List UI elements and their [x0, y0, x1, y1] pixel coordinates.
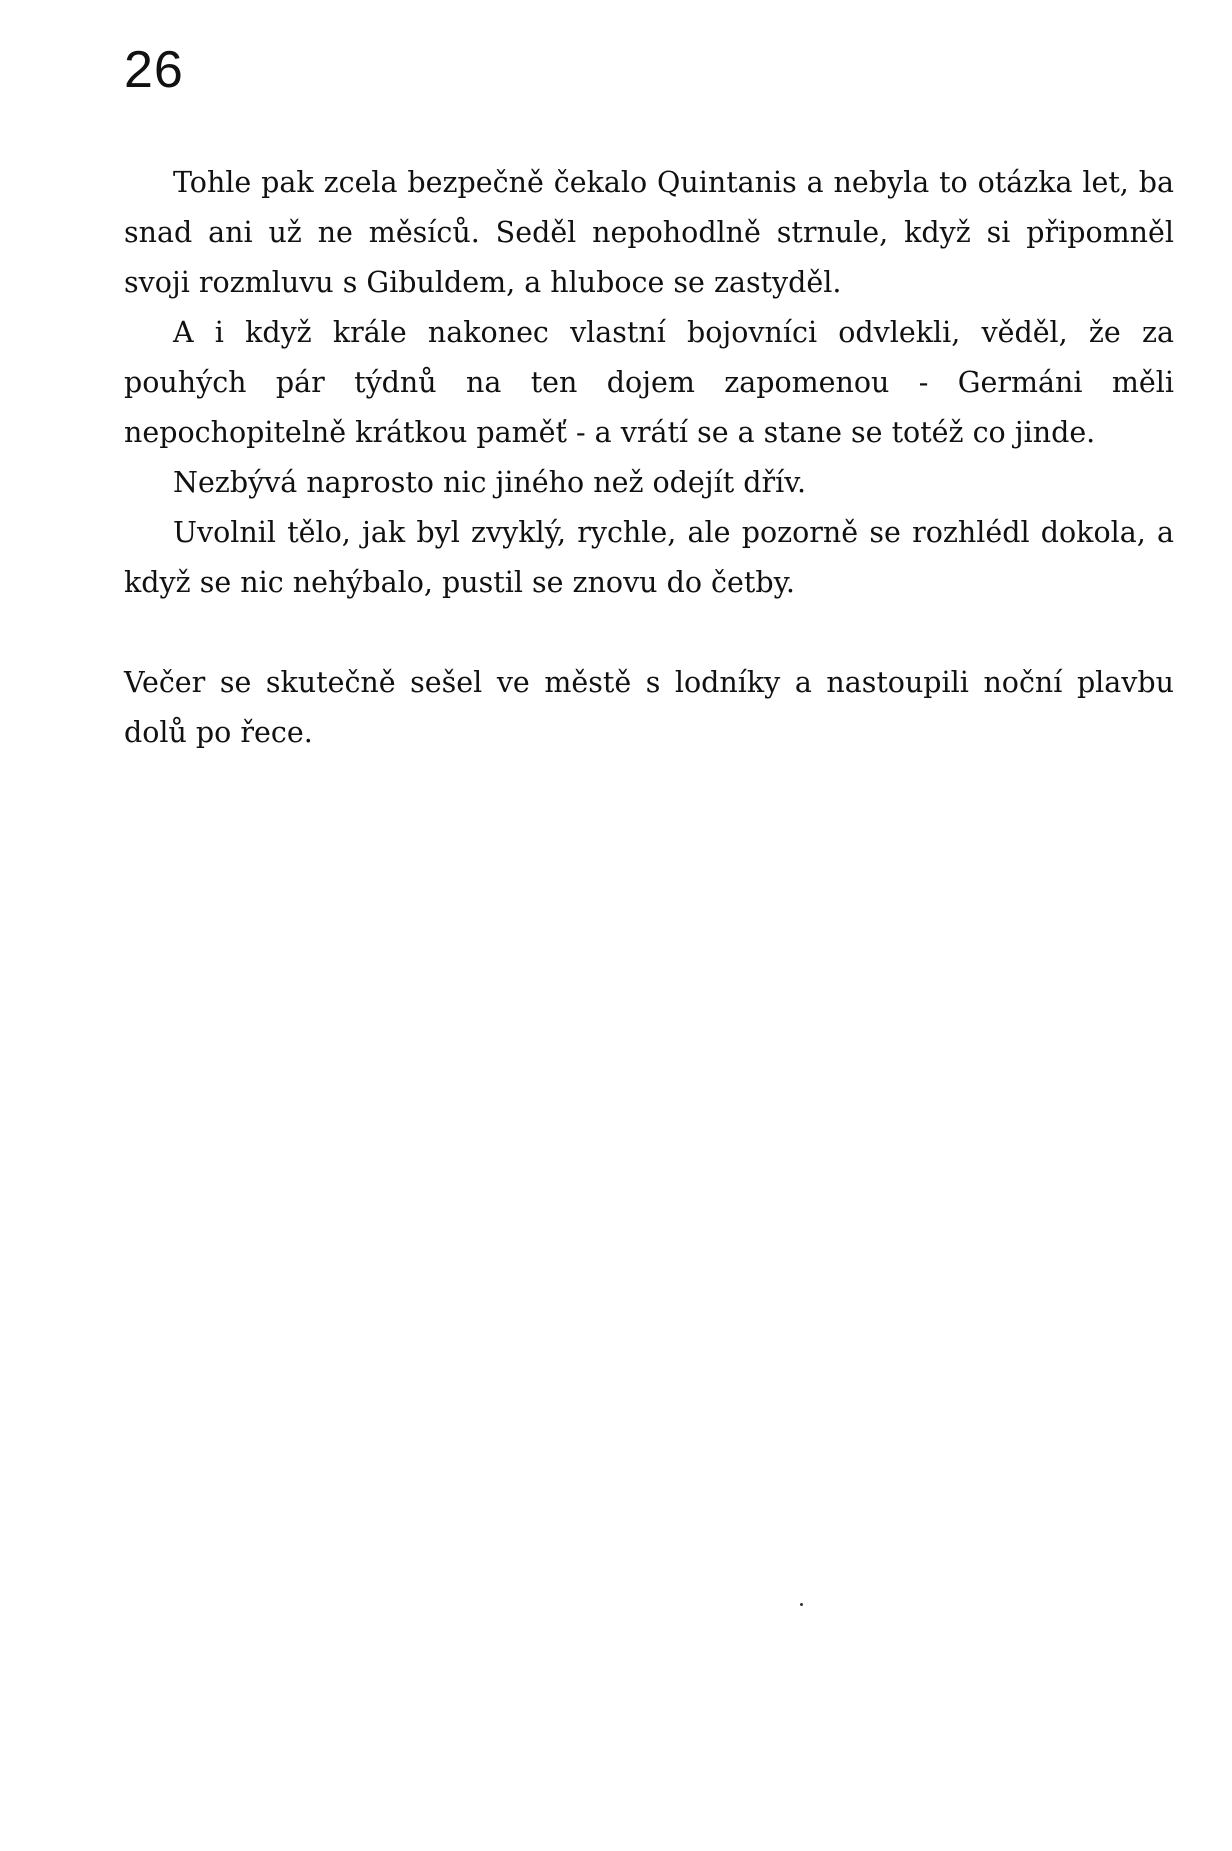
paragraph-after-break: Večer se skutečně sešel ve městě s lodníky a nastoupili noční plavbu dolů po řece. — [124, 666, 1174, 749]
paragraph-4: Uvolnil tělo, jak byl zvyklý, rychle, ale pozorně se rozhlédl dokola, a když se nic nehýbalo, pustil se znovu do četby. — [124, 516, 1174, 599]
paragraph-1: Tohle pak zcela bezpečně čekalo Quintanis a nebyla to otázka let, ba snad ani už ne měsíců. Seděl nepohodlně strnule, když si připomněl svoji rozmluvu s Gibuldem, a hluboce se zastyděl. — [124, 166, 1174, 299]
paragraph-3: Nezbývá naprosto nic jiného než odejít dřív. — [173, 466, 807, 499]
scan-speck — [800, 1603, 803, 1606]
scene-break — [124, 608, 1174, 658]
body-text — [124, 158, 1174, 758]
paragraph-2: A i když krále nakonec vlastní bojovníci odvlekli, věděl, že za pouhých pár týdnů na ten dojem zapomenou - Germáni měli nepochopitelně krátkou paměť - a vrátí se a stane se totéž co jinde. — [124, 316, 1174, 449]
page-number: 26 — [124, 41, 184, 99]
